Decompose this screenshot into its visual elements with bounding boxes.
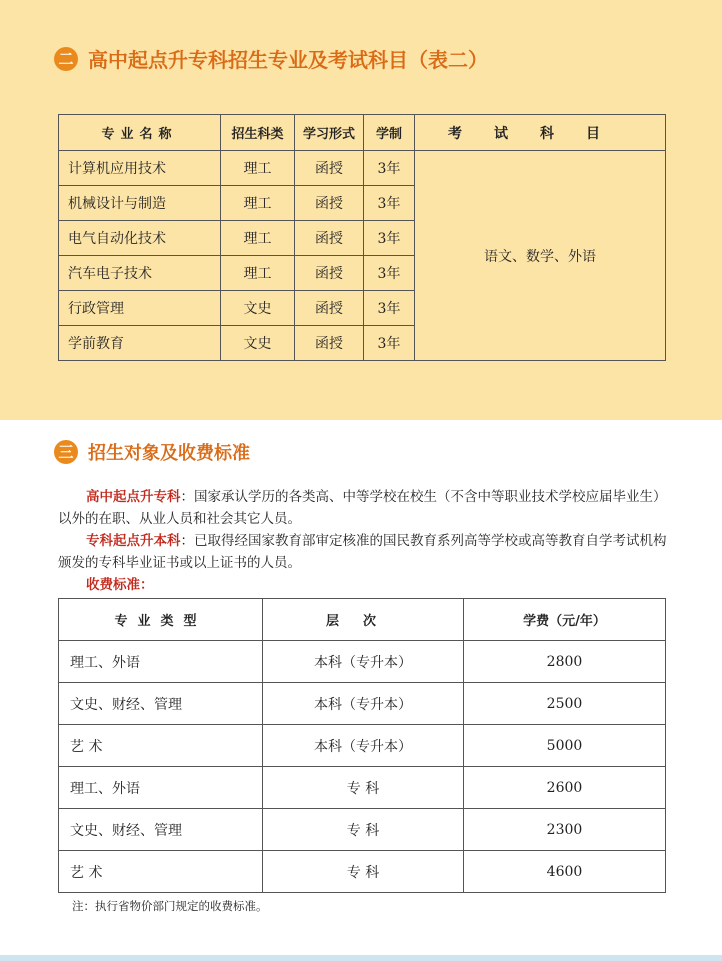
header-major-name: 专业名称 xyxy=(59,115,221,151)
table-row xyxy=(59,683,666,725)
section-2-heading xyxy=(54,44,488,73)
table-header-row xyxy=(59,599,666,641)
fee-table xyxy=(58,598,666,893)
category-cell: 文史 xyxy=(221,326,295,361)
tuition-cell: 4600 xyxy=(464,851,666,893)
tuition-cell: 2800 xyxy=(464,641,666,683)
paragraph-lead: 收费标准： xyxy=(86,577,154,593)
exam-subjects-cell: 语文、数学、外语 xyxy=(415,151,666,361)
study-mode-cell: 函授 xyxy=(295,326,364,361)
major-type-cell: 艺 术 xyxy=(59,725,263,767)
major-type-cell: 文史、财经、管理 xyxy=(59,683,263,725)
header-tuition: 学费（元/年） xyxy=(464,599,666,641)
major-type-cell: 理工、外语 xyxy=(59,767,263,809)
duration-cell: 3年 xyxy=(364,326,415,361)
section-number-badge: 二 xyxy=(54,47,78,71)
table-header-row xyxy=(59,115,666,151)
table-row xyxy=(59,725,666,767)
table-row xyxy=(59,641,666,683)
fee-standard-label xyxy=(86,574,696,596)
duration-cell: 3年 xyxy=(364,186,415,221)
major-type-cell: 理工、外语 xyxy=(59,641,263,683)
major-name-cell: 汽车电子技术 xyxy=(59,256,221,291)
section-number-badge: 三 xyxy=(54,440,78,464)
header-study-mode: 学习形式 xyxy=(295,115,364,151)
level-cell: 专 科 xyxy=(263,809,464,851)
major-type-cell: 文史、财经、管理 xyxy=(59,809,263,851)
category-cell: 理工 xyxy=(221,151,295,186)
table-row xyxy=(59,809,666,851)
header-duration: 学制 xyxy=(364,115,415,151)
study-mode-cell: 函授 xyxy=(295,186,364,221)
section-2-title: 高中起点升专科招生专业及考试科目（表二） xyxy=(88,48,488,72)
level-cell: 专 科 xyxy=(263,851,464,893)
study-mode-cell: 函授 xyxy=(295,151,364,186)
header-category: 招生科类 xyxy=(221,115,295,151)
paragraph-text: ：已取得经国家教育部审定核准的国民教育系列高等学校或高等教育自学考试机构颁发的专科毕业证书或以上证书的人员。 xyxy=(58,533,667,571)
majors-table xyxy=(58,114,666,361)
header-exam-subjects: 考试科目 xyxy=(415,115,666,151)
duration-cell: 3年 xyxy=(364,221,415,256)
table-row xyxy=(59,151,666,186)
category-cell: 文史 xyxy=(221,291,295,326)
level-cell: 本科（专升本） xyxy=(263,683,464,725)
level-cell: 本科（专升本） xyxy=(263,725,464,767)
major-name-cell: 电气自动化技术 xyxy=(59,221,221,256)
category-cell: 理工 xyxy=(221,256,295,291)
paragraph-text: ：国家承认学历的各类高、中等学校在校生（不含中等职业技术学校应届毕业生）以外的在职、从业人员和社会其它人员。 xyxy=(58,489,667,527)
bottom-edge-stripe xyxy=(0,955,722,961)
header-level: 层次 xyxy=(263,599,464,641)
major-name-cell: 行政管理 xyxy=(59,291,221,326)
study-mode-cell: 函授 xyxy=(295,291,364,326)
major-name-cell: 机械设计与制造 xyxy=(59,186,221,221)
level-cell: 本科（专升本） xyxy=(263,641,464,683)
study-mode-cell: 函授 xyxy=(295,221,364,256)
tuition-cell: 2500 xyxy=(464,683,666,725)
study-mode-cell: 函授 xyxy=(295,256,364,291)
duration-cell: 3年 xyxy=(364,291,415,326)
table-row xyxy=(59,851,666,893)
enrollment-target-paragraph-1 xyxy=(58,486,668,530)
category-cell: 理工 xyxy=(221,221,295,256)
major-type-cell: 艺 术 xyxy=(59,851,263,893)
duration-cell: 3年 xyxy=(364,256,415,291)
fee-note: 注：执行省物价部门规定的收费标准。 xyxy=(72,899,268,913)
level-cell: 专 科 xyxy=(263,767,464,809)
enrollment-target-paragraph-2 xyxy=(58,530,668,574)
tuition-cell: 2600 xyxy=(464,767,666,809)
category-cell: 理工 xyxy=(221,186,295,221)
paragraph-lead: 高中起点升专科 xyxy=(86,489,181,505)
header-major-type: 专业类型 xyxy=(59,599,263,641)
paragraph-lead: 专科起点升本科 xyxy=(86,533,181,549)
table-row xyxy=(59,767,666,809)
section-3-heading xyxy=(54,439,250,465)
section-3-title: 招生对象及收费标准 xyxy=(88,443,250,464)
tuition-cell: 2300 xyxy=(464,809,666,851)
major-name-cell: 计算机应用技术 xyxy=(59,151,221,186)
duration-cell: 3年 xyxy=(364,151,415,186)
tuition-cell: 5000 xyxy=(464,725,666,767)
major-name-cell: 学前教育 xyxy=(59,326,221,361)
